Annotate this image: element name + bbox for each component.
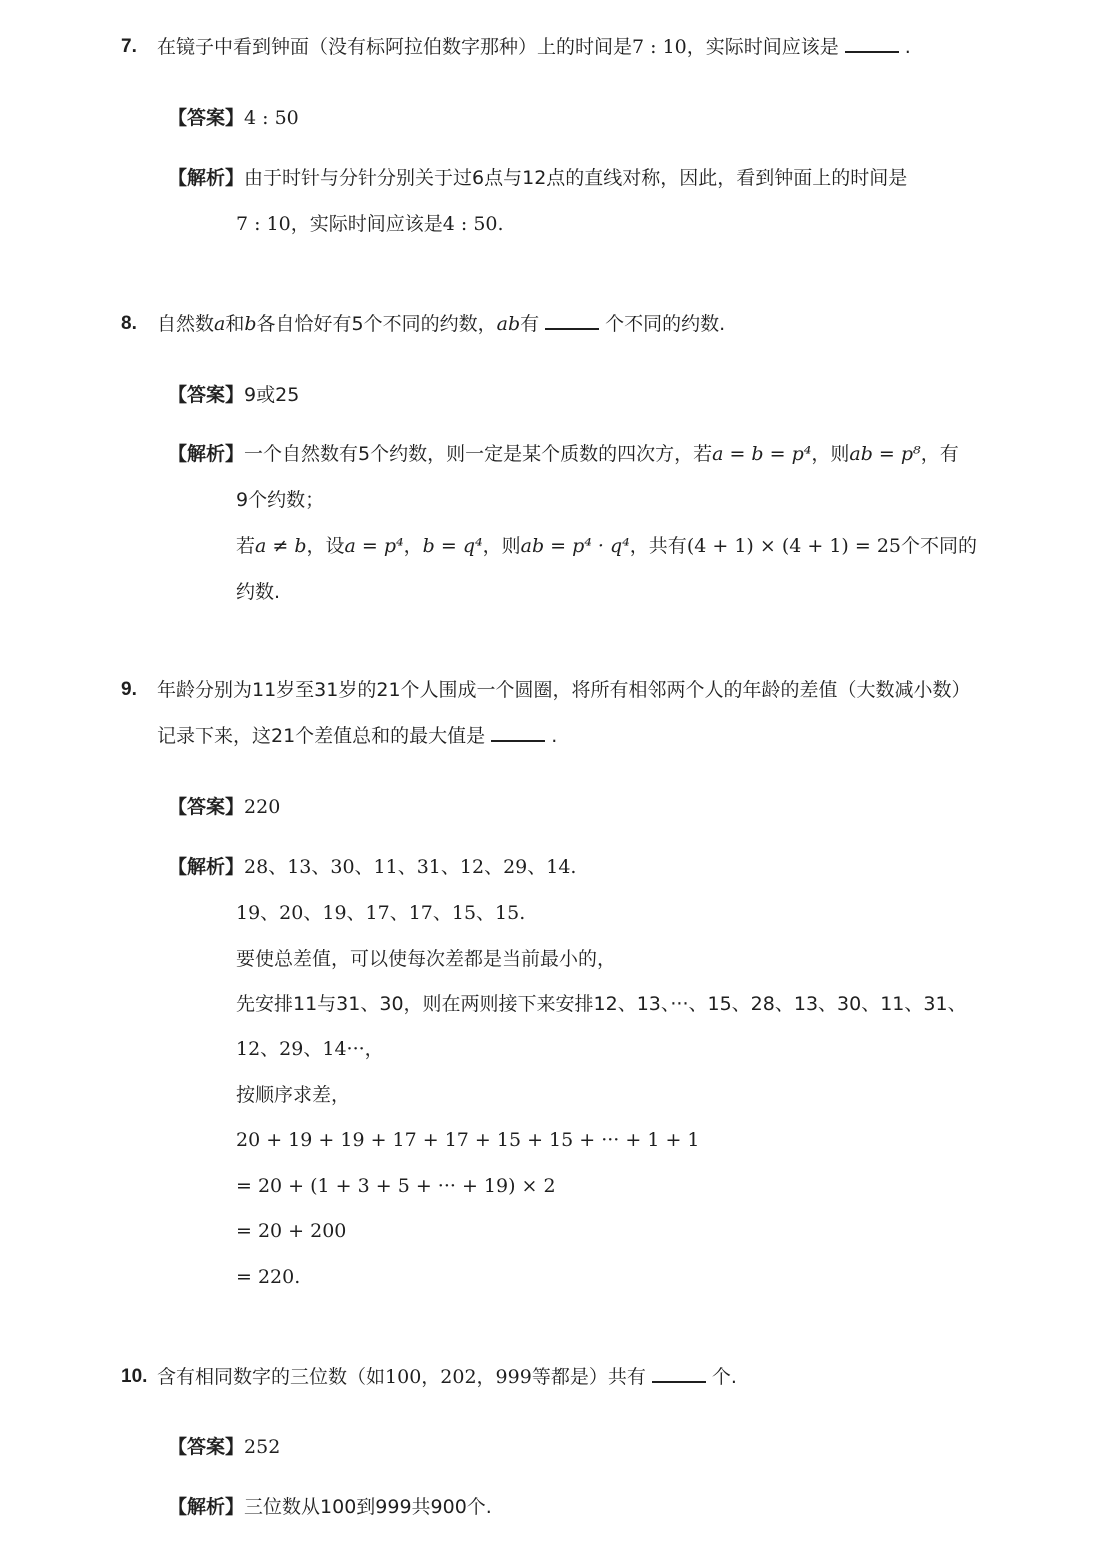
analysis-line: 【解析】一个自然数有5个约数，则一定是某个质数的四次方，若a = b = p⁴，则ab = p⁸，有 xyxy=(168,443,959,465)
analysis-line: 20 + 19 + 19 + 17 + 17 + 15 + 15 + ··· + 1 + 1 xyxy=(236,1129,700,1151)
question-text: 记录下来，这21个差值总和的最大值是 . xyxy=(157,725,558,747)
question-text: 含有相同数字的三位数（如100，202，999等都是）共有 个. xyxy=(157,1366,737,1388)
analysis-line: 【解析】由于时针与分针分别关于过6点与12点的直线对称，因此，看到钟面上的时间是 xyxy=(168,167,908,189)
analysis-line: 约数. xyxy=(236,581,281,603)
answer-line xyxy=(168,106,299,130)
answer-value: 252 xyxy=(244,1436,281,1458)
question-number: 9. xyxy=(121,679,137,700)
analysis-line: 9个约数； xyxy=(236,489,325,511)
analysis-line: 先安排11与31、30，则在两则接下来安排12、13、···、15、28、13、30、11、31、 xyxy=(236,993,967,1015)
analysis-line: 12、29、14···， xyxy=(236,1038,384,1060)
question-text: 自然数a和b各自恰好有5个不同的约数，ab有 个不同的约数. xyxy=(157,313,726,335)
answer-line xyxy=(168,383,299,407)
analysis-tag: 【解析】 xyxy=(168,1496,245,1518)
answer-tag: 【答案】 xyxy=(168,107,245,129)
answer-value: 220 xyxy=(244,796,281,818)
analysis-line: 【解析】三位数从100到999共900个. xyxy=(168,1496,492,1518)
question-number: 7. xyxy=(121,36,137,57)
answer-line xyxy=(168,1435,280,1459)
analysis-line: = 220. xyxy=(236,1266,301,1288)
analysis-line: 按顺序求差， xyxy=(236,1084,351,1106)
question-text: 年龄分别为11岁至31岁的21个人围成一个圆圈，将所有相邻两个人的年龄的差值（大数减小数） xyxy=(157,679,971,701)
analysis-line: = 20 + 200 xyxy=(236,1220,347,1242)
analysis-tag: 【解析】 xyxy=(168,856,245,878)
answer-blank xyxy=(545,312,599,330)
question-text: 在镜子中看到钟面（没有标阿拉伯数字那种）上的时间是7 : 10，实际时间应该是 . xyxy=(157,36,911,58)
answer-value: 4 : 50 xyxy=(244,107,299,129)
analysis-tag: 【解析】 xyxy=(168,443,245,465)
question-number: 10. xyxy=(121,1366,148,1387)
analysis-line: 要使总差值，可以使每次差都是当前最小的， xyxy=(236,948,617,970)
analysis-tag: 【解析】 xyxy=(168,167,245,189)
analysis-line: 7 : 10，实际时间应该是4 : 50. xyxy=(236,213,504,235)
answer-tag: 【答案】 xyxy=(168,796,245,818)
answer-blank xyxy=(652,1365,706,1383)
analysis-line: 【解析】28、13、30、11、31、12、29、14. xyxy=(168,856,577,878)
question-number: 8. xyxy=(121,313,137,334)
answer-tag: 【答案】 xyxy=(168,1436,245,1458)
answer-blank xyxy=(845,35,899,53)
answer-line xyxy=(168,795,280,819)
answer-value: 9或25 xyxy=(244,384,300,406)
analysis-line: 若a ≠ b，设a = p⁴，b = q⁴，则ab = p⁴ · q⁴，共有(4 + 1) × (4 + 1) = 25个不同的 xyxy=(236,535,978,557)
analysis-line: = 20 + (1 + 3 + 5 + ··· + 19) × 2 xyxy=(236,1175,556,1197)
analysis-line: 19、20、19、17、17、15、15. xyxy=(236,902,526,924)
answer-tag: 【答案】 xyxy=(168,384,245,406)
answer-blank xyxy=(491,724,545,742)
